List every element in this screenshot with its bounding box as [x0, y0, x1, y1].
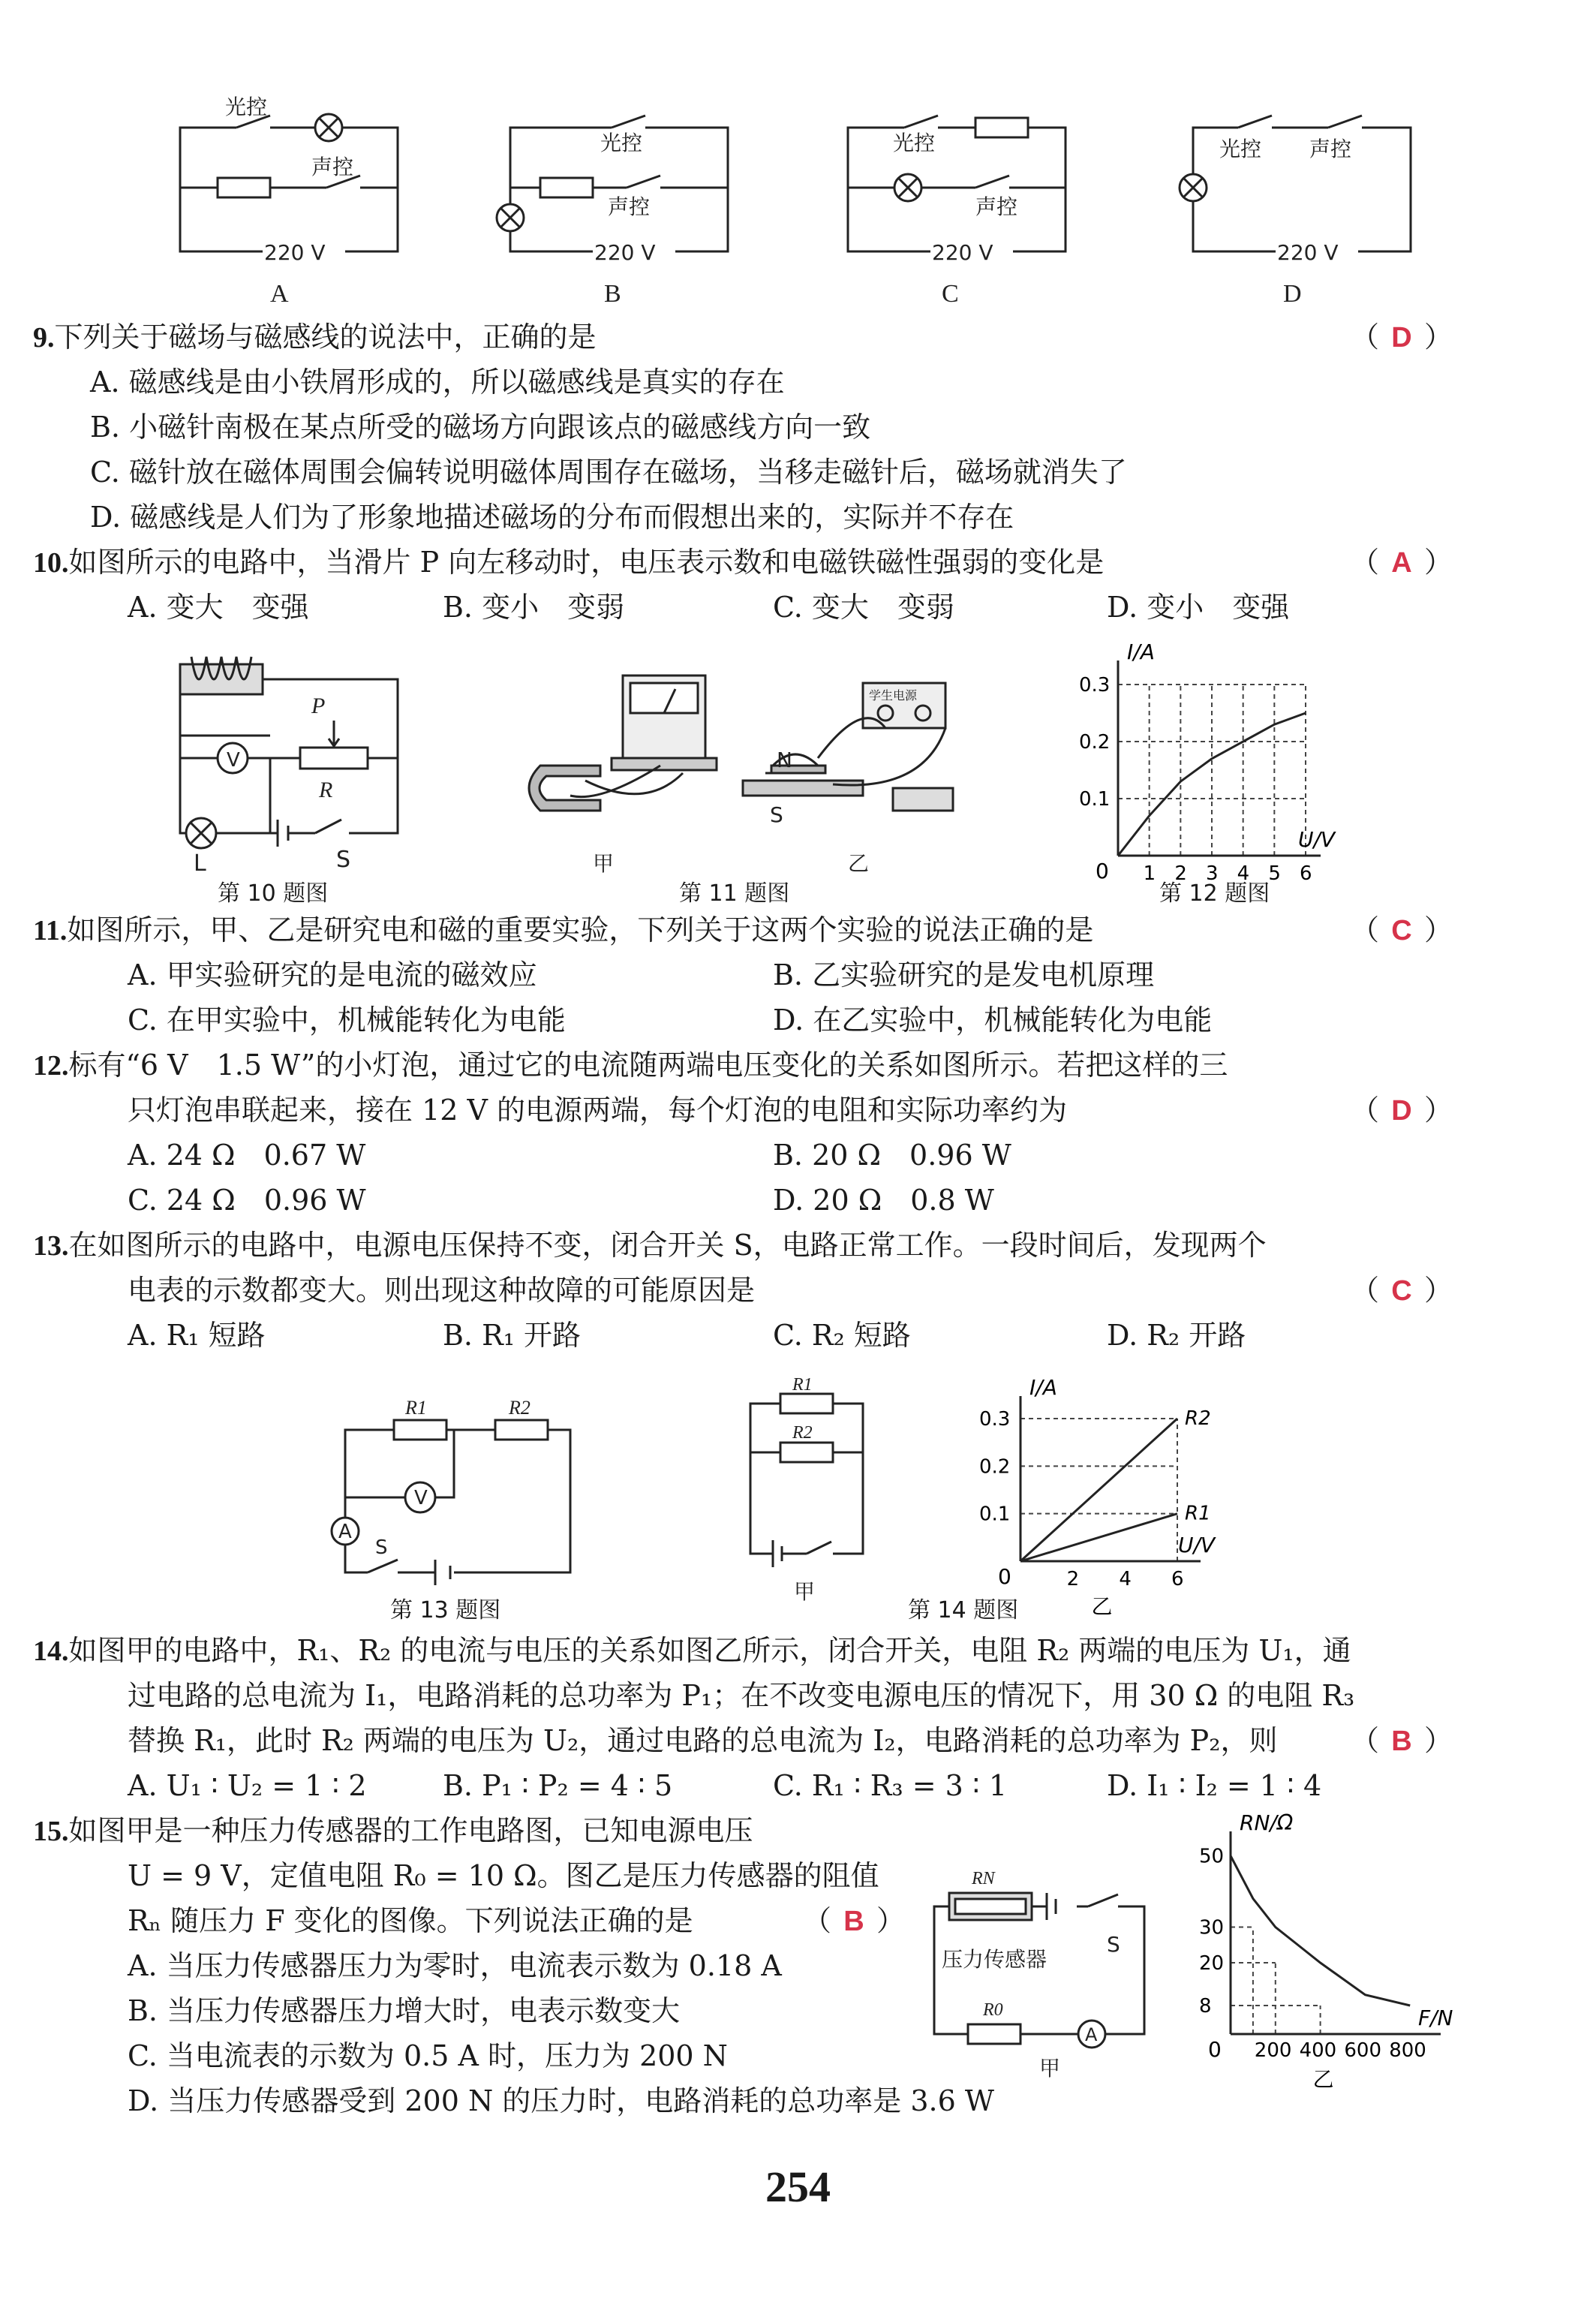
fig14-label-r1: R1 — [1185, 1502, 1211, 1525]
svg-text:S: S — [336, 847, 351, 873]
fig12-curve — [1118, 713, 1306, 856]
svg-text:S: S — [375, 1536, 388, 1559]
fig12-ylabel: I/A — [1127, 639, 1155, 664]
svg-text:B: B — [604, 280, 621, 308]
fig15-xtick: 400 — [1299, 2039, 1337, 2062]
q14-option-b: B. P₁ ∶ P₂ = 4 ∶ 5 — [443, 1769, 673, 1802]
fig10-caption: 第 10 题图 — [218, 880, 329, 907]
svg-text:乙: 乙 — [848, 851, 870, 876]
fig15-origin: 0 — [1208, 2037, 1222, 2062]
fig12-xtick: 3 — [1206, 862, 1219, 885]
q15-option-d: D. 当压力传感器受到 200 N 的压力时，电路消耗的总功率是 3.6 W — [128, 2084, 994, 2117]
q11-option-c: C. 在甲实验中，机械能转化为电能 — [128, 1004, 566, 1037]
svg-text:甲: 甲 — [593, 851, 615, 876]
fig12-xtick: 1 — [1143, 862, 1156, 885]
fig12-xtick: 2 — [1174, 862, 1187, 885]
svg-text:V: V — [227, 749, 240, 772]
page-number: 254 — [765, 2162, 831, 2211]
fig15-ytick: 8 — [1199, 1995, 1212, 2018]
q14-stem-3: 替换 R₁，此时 R₂ 两端的电压为 U₂，通过电路的总电流为 I₂，电路消耗的总功率为 P₂，则 — [128, 1724, 1278, 1757]
svg-text:P: P — [311, 694, 326, 718]
svg-text:声控: 声控 — [311, 155, 354, 179]
fig15-caption-yi: 乙 — [1312, 2067, 1334, 2092]
svg-text:R1: R1 — [792, 1375, 813, 1395]
fig12-chart — [1066, 630, 1381, 885]
fig14-line-r1 — [1020, 1514, 1177, 1561]
fig14-line-r2 — [1020, 1419, 1177, 1561]
q10-stem: 10.如图所示的电路中，当滑片 P 向左移动时，电压表示数和电磁铁磁性强弱的变化是 — [33, 546, 1105, 579]
svg-text:220 V: 220 V — [1277, 240, 1339, 265]
svg-text:光控: 光控 — [600, 131, 643, 155]
q14-option-c: C. R₁ ∶ R₃ = 3 ∶ 1 — [773, 1769, 1008, 1802]
fig13-caption: 第 13 题图 — [390, 1597, 501, 1623]
svg-text:220 V: 220 V — [932, 240, 993, 265]
fig15-xtick: 600 — [1344, 2039, 1382, 2062]
q13-answer: （ C ） — [1351, 1274, 1453, 1307]
fig12-ytick: 0.2 — [1079, 731, 1111, 754]
q12-option-c: C. 24 Ω 0.96 W — [128, 1184, 366, 1217]
fig12-xlabel: U/V — [1298, 827, 1336, 852]
svg-text:D: D — [1283, 280, 1302, 308]
fig15-ytick: 50 — [1199, 1845, 1225, 1868]
q12-option-a: A. 24 Ω 0.67 W — [128, 1139, 366, 1172]
q11-option-d: D. 在乙实验中，机械能转化为电能 — [773, 1004, 1213, 1037]
svg-text:A: A — [1085, 2024, 1098, 2045]
q15-option-a: A. 当压力传感器压力为零时，电流表示数为 0.18 A — [128, 1949, 782, 1982]
q15-answer: （ B ） — [803, 1904, 906, 1937]
q10-option-a: A. 变大 变强 — [128, 591, 309, 624]
svg-text:R1: R1 — [405, 1397, 427, 1419]
q9-option-c: C. 磁针放在磁体周围会偏转说明磁体周围存在磁场，当移走磁针后，磁场就消失了 — [90, 456, 1127, 489]
svg-text:S: S — [1107, 1932, 1120, 1957]
q15-stem-2: U = 9 V，定值电阻 R₀ = 10 Ω。图乙是压力传感器的阻值 — [128, 1859, 879, 1892]
fig14-origin: 0 — [998, 1564, 1011, 1589]
svg-text:光控: 光控 — [225, 95, 268, 119]
fig11-experiments — [518, 661, 968, 878]
q14-stem-2: 过电路的总电流为 I₁，电路消耗的总功率为 P₁；在不改变电源电压的情况下，用 30 Ω 的电阻 R₃ — [128, 1679, 1355, 1712]
svg-text:学生电源: 学生电源 — [869, 688, 918, 703]
svg-text:C: C — [942, 280, 959, 308]
fig11-caption: 第 11 题图 — [679, 880, 790, 907]
fig14-ytick: 0.3 — [979, 1408, 1011, 1431]
svg-text:甲: 甲 — [794, 1579, 816, 1604]
q14-option-d: D. I₁ ∶ I₂ = 1 ∶ 4 — [1107, 1769, 1322, 1802]
svg-text:A: A — [338, 1521, 352, 1543]
fig15-ytick: 20 — [1199, 1952, 1225, 1975]
q9-option-a: A. 磁感线是由小铁屑形成的，所以磁感线是真实的存在 — [90, 366, 785, 399]
q9-answer: （ D ） — [1351, 320, 1453, 354]
q9-stem: 9.下列关于磁场与磁感线的说法中，正确的是 — [33, 320, 597, 354]
q13-option-c: C. R₂ 短路 — [773, 1319, 911, 1352]
svg-text:L: L — [194, 850, 206, 877]
fig12-ytick: 0.3 — [1079, 674, 1111, 697]
q9-option-d: D. 磁感线是人们为了形象地描述磁场的分布而假想出来的，实际并不存在 — [90, 501, 1014, 534]
fig15-xlabel: F/N — [1418, 2006, 1453, 2030]
fig13-circuit — [323, 1396, 593, 1591]
q14-option-a: A. U₁ ∶ U₂ = 1 ∶ 2 — [128, 1769, 367, 1802]
svg-text:A: A — [270, 280, 289, 308]
q8-figures — [165, 95, 1426, 315]
fig12-xtick: 6 — [1300, 862, 1312, 885]
svg-text:220 V: 220 V — [264, 240, 326, 265]
q13-option-b: B. R₁ 开路 — [443, 1319, 582, 1352]
q11-stem: 11.如图所示，甲、乙是研究电和磁的重要实验，下列关于这两个实验的说法正确的是 — [33, 913, 1094, 946]
fig15-ylabel: RN/Ω — [1240, 1810, 1294, 1835]
q12-option-d: D. 20 Ω 0.8 W — [773, 1184, 994, 1217]
fig14-xtick: 2 — [1066, 1568, 1080, 1590]
q12-stem-1: 12.标有“6 V 1.5 W”的小灯泡，通过它的电流随两端电压变化的关系如图所示。若把这样的三 — [33, 1049, 1228, 1082]
fig15-xtick: 200 — [1254, 2039, 1292, 2062]
svg-text:压力传感器: 压力传感器 — [942, 1947, 1047, 1972]
q10-option-c: C. 变大 变弱 — [773, 591, 954, 624]
q10-option-b: B. 变小 变弱 — [443, 591, 625, 624]
fig14-xtick: 4 — [1119, 1568, 1132, 1590]
q15-stem-1: 15.如图甲是一种压力传感器的工作电路图，已知电源电压 — [33, 1814, 753, 1847]
fig14-caption: 第 14 题图 — [908, 1597, 1019, 1623]
fig15-chart — [1186, 1809, 1486, 2092]
q15-stem-3: Rₙ 随压力 F 变化的图像。下列说法正确的是 — [128, 1904, 693, 1937]
svg-text:RN: RN — [972, 1869, 995, 1888]
q8-circuits-svg — [165, 95, 1426, 315]
q13-option-a: A. R₁ 短路 — [128, 1319, 266, 1352]
q13-option-d: D. R₂ 开路 — [1107, 1319, 1246, 1352]
q12-option-b: B. 20 Ω 0.96 W — [773, 1139, 1011, 1172]
q15-option-b: B. 当压力传感器压力增大时，电表示数变大 — [128, 1994, 681, 2027]
q12-stem-2: 只灯泡串联起来，接在 12 V 的电源两端，每个灯泡的电阻和实际功率约为 — [128, 1094, 1068, 1127]
fig14-ytick: 0.2 — [979, 1455, 1011, 1479]
q12-answer: （ D ） — [1351, 1094, 1453, 1127]
q11-option-b: B. 乙实验研究的是发电机原理 — [773, 958, 1155, 992]
q11-answer: （ C ） — [1351, 913, 1453, 946]
fig12-xtick: 5 — [1268, 862, 1281, 885]
fig12-origin: 0 — [1096, 859, 1109, 883]
fig15-curve — [1231, 1856, 1410, 2006]
svg-text:光控: 光控 — [893, 131, 936, 155]
q9-option-b: B. 小磁针南极在某点所受的磁场方向跟该点的磁感线方向一致 — [90, 411, 871, 444]
svg-text:声控: 声控 — [608, 194, 651, 219]
q15-option-c: C. 当电流表的示数为 0.5 A 时，压力为 200 N — [128, 2039, 728, 2072]
fig14-xtick: 6 — [1171, 1568, 1184, 1590]
svg-text:220 V: 220 V — [594, 240, 656, 265]
fig14-ytick: 0.1 — [979, 1503, 1011, 1526]
fig15-ytick: 30 — [1199, 1916, 1225, 1939]
svg-text:声控: 声控 — [1309, 137, 1352, 161]
svg-text:R2: R2 — [509, 1397, 530, 1419]
svg-text:声控: 声控 — [975, 194, 1018, 219]
svg-text:光控: 光控 — [1219, 137, 1262, 161]
svg-text:V: V — [414, 1487, 428, 1509]
fig14-caption-yi: 乙 — [1091, 1594, 1113, 1619]
svg-text:S: S — [770, 802, 783, 827]
q10-answer: （ A ） — [1351, 546, 1453, 579]
svg-text:甲: 甲 — [1039, 2056, 1061, 2081]
q11-option-a: A. 甲实验研究的是电流的磁效应 — [128, 958, 537, 992]
q14-answer: （ B ） — [1351, 1724, 1453, 1757]
svg-text:R: R — [319, 778, 333, 802]
fig15-circuit — [927, 1861, 1152, 2079]
svg-text:N: N — [777, 748, 792, 772]
svg-text:R2: R2 — [792, 1423, 813, 1443]
fig12-ytick: 0.1 — [1079, 788, 1111, 811]
fig12-caption: 第 12 题图 — [1159, 880, 1270, 907]
q13-stem-1: 13.在如图所示的电路中，电源电压保持不变，闭合开关 S，电路正常工作。一段时间后，发现两个 — [33, 1229, 1267, 1262]
fig14-circuit — [735, 1375, 885, 1606]
fig10-circuit — [165, 653, 420, 878]
svg-text:R0: R0 — [983, 2000, 1003, 2020]
fig14-xlabel: U/V — [1178, 1533, 1216, 1557]
fig14-label-r2: R2 — [1185, 1407, 1211, 1430]
q13-stem-2: 电表的示数都变大。则出现这种故障的可能原因是 — [128, 1274, 756, 1307]
fig15-xtick: 800 — [1389, 2039, 1426, 2062]
fig12-xtick: 4 — [1237, 862, 1250, 885]
fig14-ylabel: I/A — [1029, 1375, 1057, 1400]
q14-stem-1: 14.如图甲的电路中，R₁、R₂ 的电流与电压的关系如图乙所示，闭合开关，电阻 R₂ 两端的电压为 U₁，通 — [33, 1634, 1351, 1667]
q10-option-d: D. 变小 变强 — [1107, 591, 1290, 624]
